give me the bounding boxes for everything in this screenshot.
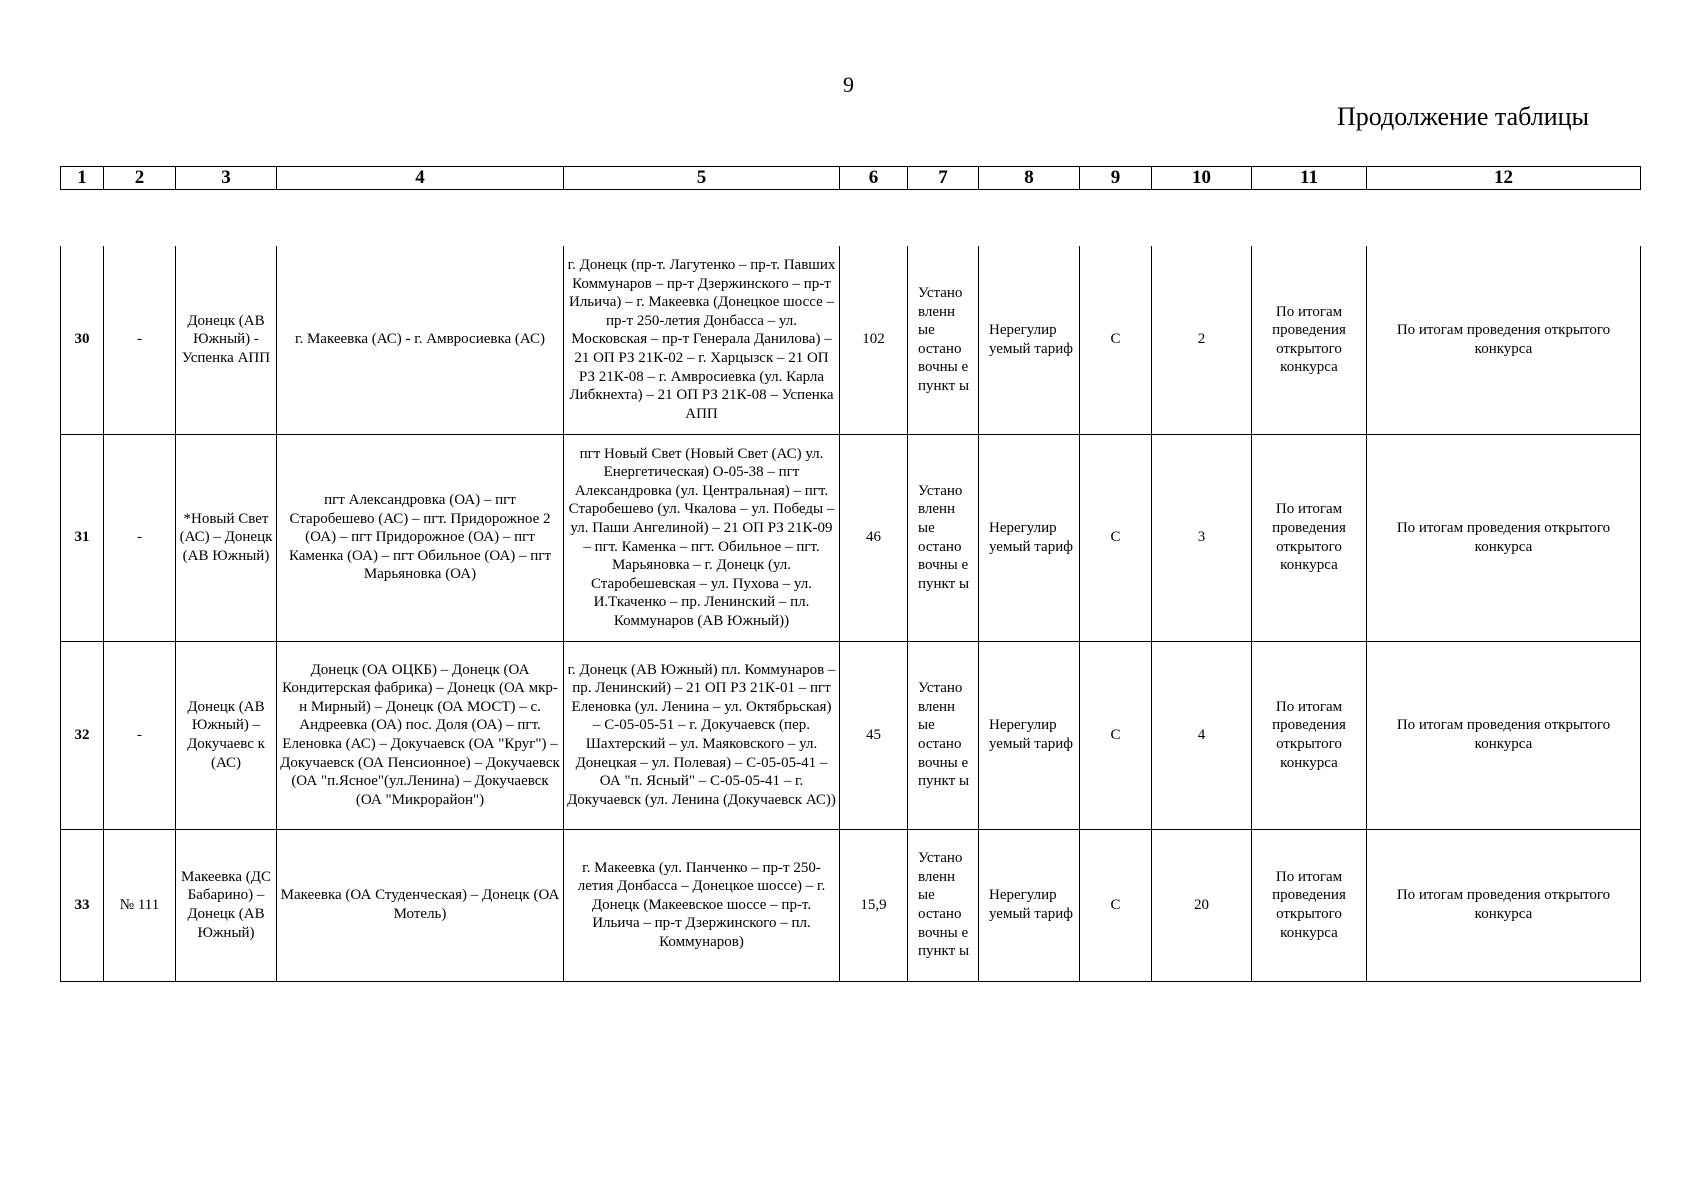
registration-number: - xyxy=(104,641,176,829)
column-number: 4 xyxy=(277,167,564,190)
start-date: По итогам проведения открытого конкурса xyxy=(1367,641,1641,829)
continuation-heading: Продолжение таблицы xyxy=(1337,102,1589,131)
vehicle-count: 3 xyxy=(1152,434,1252,641)
route-path: пгт Новый Свет (Новый Свет (АС) ул. Енергетическая) О-05-38 – пгт Александровка (ул. Центральная) – пгт. Старобешево (ул. Чкалова – ул. Победы – ул. Паши Ангелиной) – 21 ОП РЗ 21К-09 – пгт. Каменка – пгт. Обильное – пгт. Марьяновка – г. Донецк (ул. Старобешевская – ул. Пухова – ул. И.Ткаченко – пр. Ленинский – пл. Коммунаров (АВ Южный)) xyxy=(564,434,840,641)
column-number-header xyxy=(60,166,1641,190)
tariff-type: Нерегулир уемый тариф xyxy=(979,434,1080,641)
vehicle-class: С xyxy=(1080,434,1152,641)
intermediate-stops: Макеевка (ОА Студенческая) – Донецк (ОА Мотель) xyxy=(277,829,564,981)
route-length: 102 xyxy=(840,246,908,434)
route-path: г. Донецк (пр-т. Лагутенко – пр-т. Павших Коммунаров – пр-т Дзержинского – пр-т Ильича) – г. Макеевка (Донецкое шоссе – пр-т 250-летия Донбасса – ул. Московская – пр-т Генерала Данилова) – 21 ОП РЗ 21К-02 – г. Харцызск – 21 ОП РЗ 21К-08 – г. Амвросиевка (ул. Карла Либкнехта) – 21 ОП РЗ 21К-08 – Успенка АПП xyxy=(564,246,840,434)
row-number: 30 xyxy=(61,246,104,434)
intermediate-stops: пгт Александровка (ОА) – пгт Старобешево (АС) – пгт. Придорожное 2 (ОА) – пгт Придорожное (ОА) – пгт Каменка (ОА) – пгт Обильное (ОА) – пгт Марьяновка (ОА) xyxy=(277,434,564,641)
route-path: г. Макеевка (ул. Панченко – пр-т 250-летия Донбасса – Донецкое шоссе) – г. Донецк (Макеевское шоссе – пр-т. Ильича – пр-т Дзержинского – пл. Коммунаров) xyxy=(564,829,840,981)
registration-number: - xyxy=(104,434,176,641)
route-name: Донецк (АВ Южный) - Успенка АПП xyxy=(176,246,277,434)
stop-order: Устано вленн ые остано вочны е пункт ы xyxy=(908,829,979,981)
route-name: Донецк (АВ Южный) – Докучаевс к (АС) xyxy=(176,641,277,829)
tariff-type: Нерегулир уемый тариф xyxy=(979,641,1080,829)
route-length: 15,9 xyxy=(840,829,908,981)
column-number: 10 xyxy=(1152,167,1252,190)
table-row xyxy=(61,434,1641,641)
vehicle-count: 2 xyxy=(1152,246,1252,434)
column-number: 1 xyxy=(61,167,104,190)
column-number: 8 xyxy=(979,167,1080,190)
stop-order: Устано вленн ые остано вочны е пункт ы xyxy=(908,434,979,641)
vehicle-count: 20 xyxy=(1152,829,1252,981)
intermediate-stops: г. Макеевка (АС) - г. Амвросиевка (АС) xyxy=(277,246,564,434)
route-path: г. Донецк (АВ Южный) пл. Коммунаров – пр. Ленинский) – 21 ОП РЗ 21К-01 – пгт Еленовка (ул. Ленина – ул. Октябрьская) – С-05-05-51 – г. Докучаевск (пер. Шахтерский – ул. Маяковского – ул. Донецкая – ул. Полевая) – С-05-05-41 – ОА "п. Ясный" – С-05-05-41 – г. Докучаевск (ул. Ленина (Докучаевск АС)) xyxy=(564,641,840,829)
tariff-type: Нерегулир уемый тариф xyxy=(979,829,1080,981)
route-length: 45 xyxy=(840,641,908,829)
routes-table xyxy=(60,246,1641,982)
row-number: 33 xyxy=(61,829,104,981)
carrier: По итогам проведения открытого конкурса xyxy=(1252,434,1367,641)
table-row xyxy=(61,641,1641,829)
column-number: 12 xyxy=(1367,167,1641,190)
page-number: 9 xyxy=(843,72,854,97)
column-number: 7 xyxy=(908,167,979,190)
column-number: 6 xyxy=(840,167,908,190)
column-number: 5 xyxy=(564,167,840,190)
column-number: 2 xyxy=(104,167,176,190)
table-row xyxy=(61,829,1641,981)
registration-number: № 111 xyxy=(104,829,176,981)
carrier: По итогам проведения открытого конкурса xyxy=(1252,641,1367,829)
start-date: По итогам проведения открытого конкурса xyxy=(1367,829,1641,981)
table-row xyxy=(61,246,1641,434)
route-name: Макеевка (ДС Бабарино) – Донецк (АВ Южный) xyxy=(176,829,277,981)
vehicle-class: С xyxy=(1080,829,1152,981)
row-number: 31 xyxy=(61,434,104,641)
intermediate-stops: Донецк (ОА ОЦКБ) – Донецк (ОА Кондитерская фабрика) – Донецк (ОА мкр-н Мирный) – Донецк (ОА МОСТ) – с. Андреевка (ОА) пос. Доля (ОА) – пгт. Еленовка (АС) – Докучаевск (ОА "Круг") – Докучаевск (ОА Пенсионное) – Докучаевск (ОА "п.Ясное"(ул.Ленина) – Докучаевск (ОА "Микрорайон") xyxy=(277,641,564,829)
start-date: По итогам проведения открытого конкурса xyxy=(1367,434,1641,641)
vehicle-count: 4 xyxy=(1152,641,1252,829)
carrier: По итогам проведения открытого конкурса xyxy=(1252,246,1367,434)
column-number-row xyxy=(61,167,1641,190)
column-number: 3 xyxy=(176,167,277,190)
stop-order: Устано вленн ые остано вочны е пункт ы xyxy=(908,246,979,434)
registration-number: - xyxy=(104,246,176,434)
route-length: 46 xyxy=(840,434,908,641)
route-name: *Новый Свет (АС) – Донецк (АВ Южный) xyxy=(176,434,277,641)
vehicle-class: С xyxy=(1080,246,1152,434)
carrier: По итогам проведения открытого конкурса xyxy=(1252,829,1367,981)
row-number: 32 xyxy=(61,641,104,829)
column-number: 9 xyxy=(1080,167,1152,190)
column-number: 11 xyxy=(1252,167,1367,190)
stop-order: Устано вленн ые остано вочны е пункт ы xyxy=(908,641,979,829)
start-date: По итогам проведения открытого конкурса xyxy=(1367,246,1641,434)
vehicle-class: С xyxy=(1080,641,1152,829)
tariff-type: Нерегулир уемый тариф xyxy=(979,246,1080,434)
